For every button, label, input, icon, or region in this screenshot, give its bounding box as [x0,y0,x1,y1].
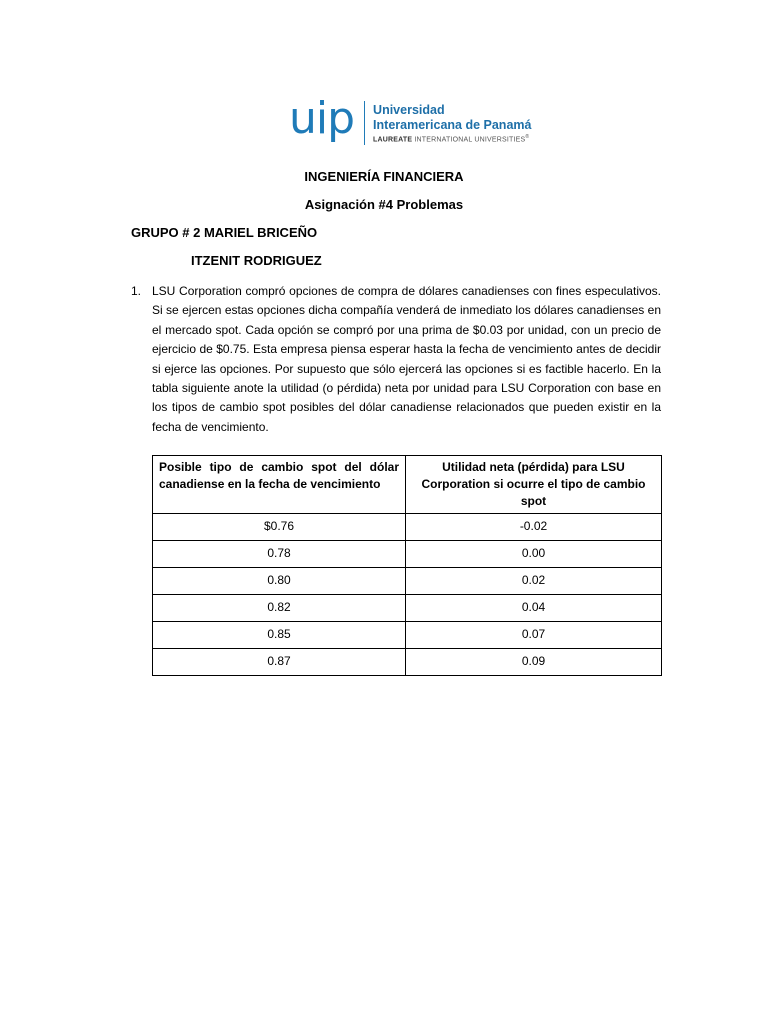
net-profit-cell: -0.02 [406,514,662,541]
spot-rate-cell: 0.82 [153,595,406,622]
logo-line-2: Interamericana de Panamá [373,117,532,132]
table-row [153,568,662,595]
table-row [153,541,662,568]
table-row [153,514,662,541]
group-member-2: ITZENIT RODRIGUEZ [191,253,322,268]
group-line: GRUPO # 2 MARIEL BRICEÑO [131,225,318,240]
problem-number: 1. [131,284,142,298]
net-profit-cell: 0.04 [406,595,662,622]
spot-rate-cell: 0.87 [153,649,406,676]
problem-1 [131,282,661,437]
problem-text: LSU Corporation compró opciones de compra de dólares canadienses con fines especulativos. Si se ejercen estas opciones dicha compañía venderá de inmediato los dólares canadienses en el mercado spot. Cada opción se compró por una prima de $0.03 por unidad, con un precio de ejercicio de $0.75. Esta empresa piensa esperar hasta la fecha de vencimiento antes de decidir si ejerce las opciones. Por supuesto que sólo ejercerá las opciones si es factible hacerlo. En la tabla siguiente anote la utilidad (o pérdida) neta por unidad para LSU Corporation con base en los tipos de cambio spot posibles del dólar canadiense relacionados que pueden existir en la fecha de vencimiento. [152,284,661,434]
net-profit-cell: 0.00 [406,541,662,568]
header-net-profit: Utilidad neta (pérdida) para LSU Corporation si ocurre el tipo de cambio spot [406,456,662,514]
table-header-row [153,456,662,514]
logo-international: INTERNATIONAL UNIVERSITIES [412,136,526,144]
net-profit-cell: 0.02 [406,568,662,595]
table-row [153,595,662,622]
logo-registered-mark: ® [525,133,530,140]
spot-rate-cell: 0.80 [153,568,406,595]
uip-logo-mark: uip [289,93,355,144]
spot-rate-cell: $0.76 [153,514,406,541]
table-row [153,622,662,649]
university-logo [289,93,532,146]
net-profit-cell: 0.09 [406,649,662,676]
logo-divider [364,101,365,145]
assignment-title: Asignación #4 Problemas [304,197,464,212]
spot-rate-cell: 0.85 [153,622,406,649]
spot-rate-cell: 0.78 [153,541,406,568]
table-row [153,649,662,676]
logo-wordmark [373,103,531,143]
logo-line-3 [373,135,531,143]
course-title: INGENIERÍA FINANCIERA [304,169,464,184]
net-profit-cell: 0.07 [406,622,662,649]
logo-line-1: Universidad [373,102,445,117]
logo-laureate: LAUREATE [373,136,413,144]
spot-rate-table [152,455,662,676]
header-spot-rate: Posible tipo de cambio spot del dólar canadiense en la fecha de vencimiento [153,456,406,514]
